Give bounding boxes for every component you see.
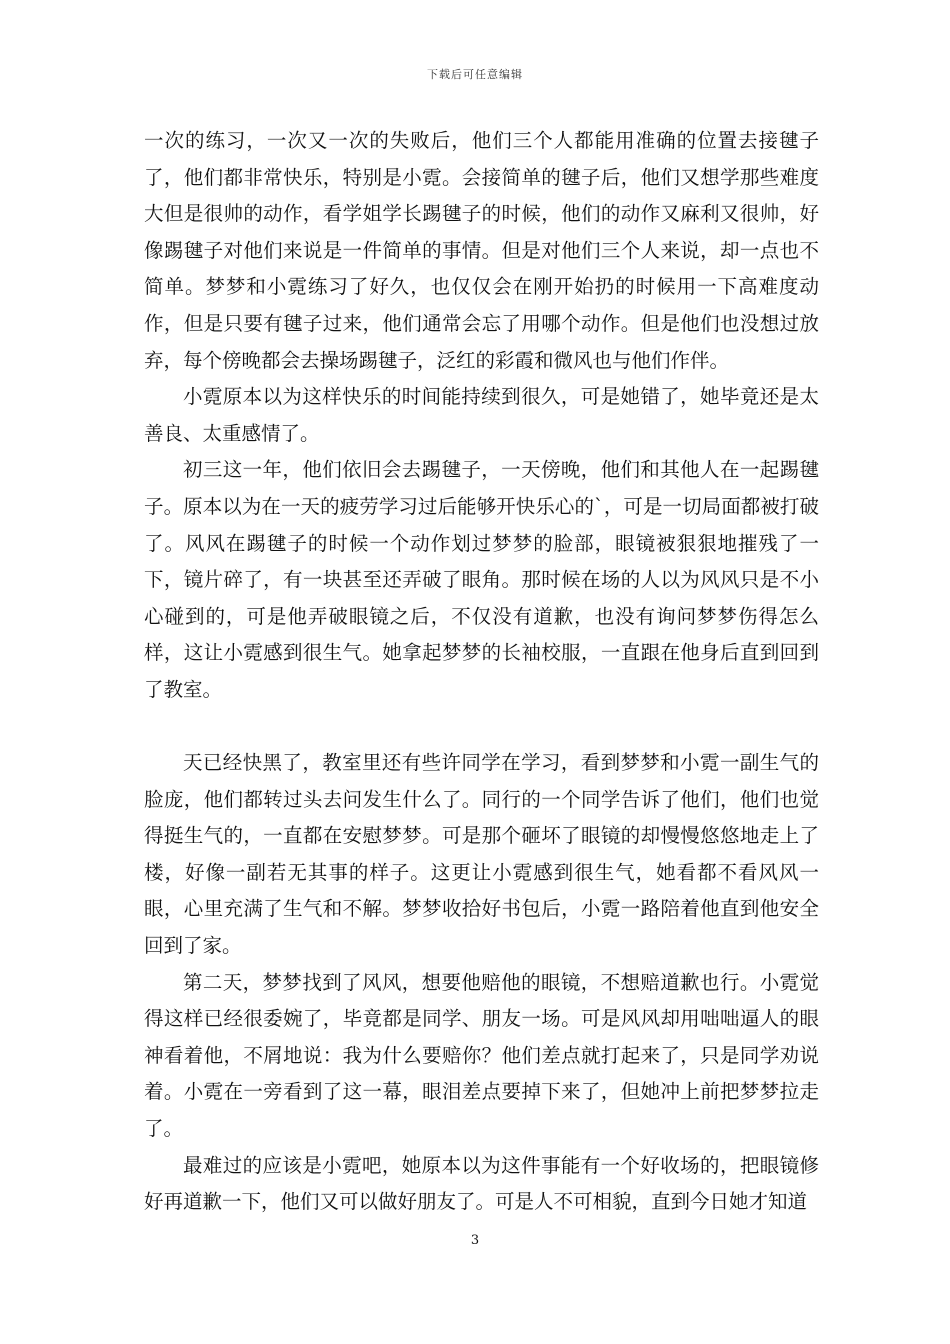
page-header: 下载后可任意编辑 [427,68,523,81]
paragraph-practice: 一次的练习，一次又一次的失败后，他们三个人都能用准确的位置去接毽子了，他们都非常快乐，特别是小霓。会接简单的毽子后，他们又想学那些难度大但是很帅的动作，看学姐学长踢毽子的时候，他们的动作又麻利又很帅，好像踢毽子对他们来说是一件简单的事情。但是对他们三个人来说，却一点也不简单。梦梦和小霓练习了好久，也仅仅会在刚开始扔的时候用一下高难度动作，但是只要有毽子过来，他们通常会忘了用哪个动作。但是他们也没想过放弃，每个傍晚都会去操场踢毽子，泛红的彩霞和微风也与他们作伴。 [144,129,819,372]
paragraph-happy-time: 小霓原本以为这样快乐的时间能持续到很久，可是她错了，她毕竟还是太善良、太重感情了。 [144,385,819,445]
paragraph-classroom: 天已经快黑了，教室里还有些许同学在学习，看到梦梦和小霓一副生气的脸庞，他们都转过头去问发生什么了。同行的一个同学告诉了他们，他们也觉得挺生气的，一直都在安慰梦梦。可是那个砸坏了眼镜的却慢慢悠悠地走上了楼，好像一副若无其事的样子。这更让小霓感到很生气，她看都不看风风一眼，心里充满了生气和不解。梦梦收拾好书包后，小霓一路陪着他直到他安全回到了家。 [144,751,819,958]
document-body [144,123,819,1221]
paragraph-next-day: 第二天，梦梦找到了风风，想要他赔他的眼镜，不想赔道歉也行。小霓觉得这样已经很委婉了，毕竟都是同学、朋友一场。可是风风却用咄咄逼人的眼神看着他，不屑地说：我为什么要赔你？他们差点就打起来了，只是同学劝说着。小霓在一旁看到了这一幕，眼泪差点要掉下来了，但她冲上前把梦梦拉走了。 [144,970,819,1141]
paragraph-ninth-grade: 初三这一年，他们依旧会去踢毽子，一天傍晚，他们和其他人在一起踢毽子。原本以为在一天的疲劳学习过后能够开快乐心的`，可是一切局面都被打破了。风风在踢毽子的时候一个动作划过梦梦的脸部，眼镜被狠狠地摧残了一下，镜片碎了，有一块甚至还弄破了眼角。那时候在场的人以为风风只是不小心碰到的，可是他弄破眼镜之后，不仅没有道歉，也没有询问梦梦伤得怎么样，这让小霓感到很生气。她拿起梦梦的长袖校服，一直跟在他身后直到回到了教室。 [144,458,819,701]
paragraph-saddest: 最难过的应该是小霓吧，她原本以为这件事能有一个好收场的，把眼镜修好再道歉一下，他们又可以做好朋友了。可是人不可相貌，直到今日她才知道 [144,1153,819,1214]
paragraph-spacer [144,709,819,746]
page-number: 3 [470,1233,480,1248]
